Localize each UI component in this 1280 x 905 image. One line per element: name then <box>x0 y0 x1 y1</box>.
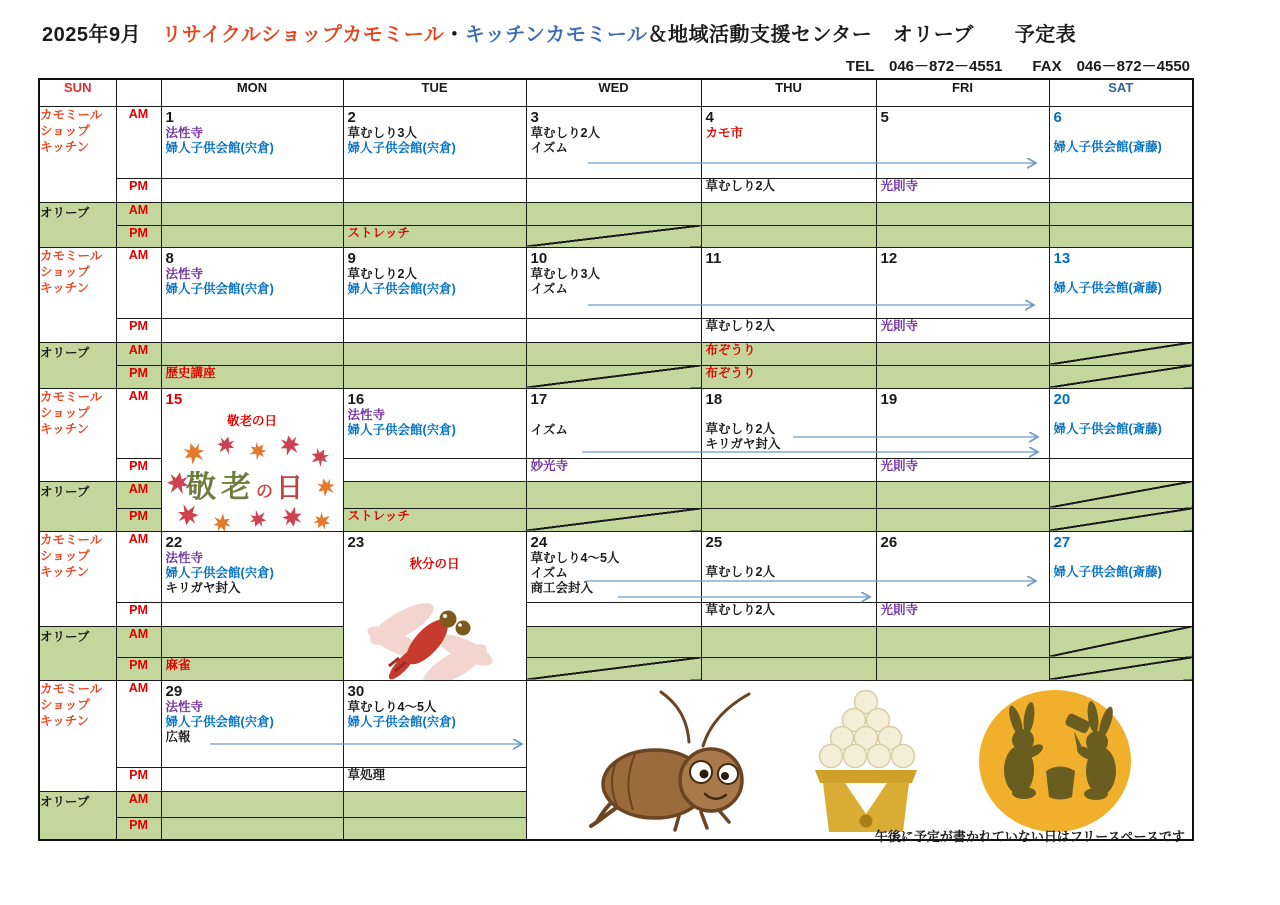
olive-cell-pm <box>526 657 701 680</box>
day-cell-pm <box>1049 178 1193 202</box>
schedule-entry: ストレッチ <box>347 508 410 523</box>
schedule-entry: 婦人子供会館(宍倉) <box>347 422 456 437</box>
header-sun: SUN <box>39 79 116 106</box>
gallery-cell <box>526 680 1193 840</box>
page-title <box>42 18 1076 47</box>
schedule-entry: カモ市 <box>705 125 744 140</box>
olive-cell-am <box>343 342 526 365</box>
svg-text:の: の <box>256 481 273 501</box>
header-fri: FRI <box>876 79 1049 106</box>
day-cell-pm <box>1049 602 1193 626</box>
schedule-entry: 草むしり4～5人 <box>530 550 620 565</box>
day-number: 24 <box>530 533 548 551</box>
day-cell-am <box>876 531 1049 602</box>
day-cell-pm <box>701 602 876 626</box>
week-4-olive-pm-row <box>39 657 1193 680</box>
schedule-entry: 法性寺 <box>165 125 204 140</box>
olive-cell-am <box>701 481 876 508</box>
ampm-label: PM <box>116 365 161 388</box>
keiro-no-hi-image <box>166 431 338 531</box>
day-number: 1 <box>165 108 174 126</box>
day-number: 2 <box>347 108 356 126</box>
day-cell-pm <box>876 602 1049 626</box>
schedule-entry: 法性寺 <box>165 550 204 565</box>
day-number: 6 <box>1053 108 1062 126</box>
day-number: 27 <box>1053 533 1071 551</box>
day-cell-pm <box>701 178 876 202</box>
day-cell-am <box>1049 531 1193 602</box>
holiday-caption: 敬老の日 <box>226 413 277 428</box>
day-cell-am <box>701 106 876 178</box>
header-wed: WED <box>526 79 701 106</box>
week-4-olive-am-row <box>39 626 1193 657</box>
header-blank <box>116 79 161 106</box>
schedule-entry: 草むしり3人 <box>347 125 417 140</box>
olive-cell-pm <box>701 225 876 247</box>
olive-cell-am <box>161 202 343 225</box>
tsukimi-dango-icon <box>809 686 925 834</box>
gallery <box>527 681 1193 839</box>
schedule-entry: 光則寺 <box>880 458 919 473</box>
title-part: キッチンカモミール <box>464 24 648 46</box>
day-cell-pm <box>876 458 1049 481</box>
olive-cell-pm <box>876 225 1049 247</box>
footnote: 午後に予定が書かれていない日はフリースペースです <box>874 829 1185 844</box>
day-number: 18 <box>705 390 723 408</box>
schedule-entry: 法性寺 <box>165 266 204 281</box>
schedule-entry: 婦人子供会館(斎藤) <box>1053 564 1162 579</box>
olive-cell-am <box>701 626 876 657</box>
week-2-olive-am-row <box>39 342 1193 365</box>
schedule-entry: 草むしり2人 <box>705 421 775 436</box>
week-1-am-row <box>39 106 1193 178</box>
day-number: 25 <box>705 533 723 551</box>
olive-cell-pm <box>161 657 343 680</box>
olive-cell-am <box>343 202 526 225</box>
row-label-chamomile: カモミール ショップ キッチン <box>39 388 116 481</box>
day-number: 11 <box>705 249 722 267</box>
svg-text:日: 日 <box>276 472 303 503</box>
schedule-entry: キリガヤ封入 <box>165 580 241 595</box>
header-row <box>39 79 1193 106</box>
holiday-cell-keiro <box>161 388 343 531</box>
row-label-olive: オリーブ <box>39 791 116 840</box>
olive-cell-am <box>1049 481 1193 508</box>
day-number: 30 <box>347 682 365 700</box>
ampm-label: PM <box>116 318 161 342</box>
schedule-entry: 婦人子供会館(宍倉) <box>165 281 274 296</box>
day-number: 4 <box>705 108 714 126</box>
day-number: 26 <box>880 533 898 551</box>
schedule-entry: 草むしり2人 <box>705 602 775 617</box>
week-5-am-row <box>39 680 1193 767</box>
title-part: ＆地域活動支援センター オリーブ 予定表 <box>647 24 1077 46</box>
day-cell-pm <box>1049 318 1193 342</box>
week-1-olive-pm-row <box>39 225 1193 247</box>
ampm-label: PM <box>116 657 161 680</box>
olive-cell-pm <box>343 508 526 531</box>
schedule-entry: 婦人子供会館(斎藤) <box>1053 139 1162 154</box>
day-cell-am <box>526 388 701 458</box>
olive-cell-am <box>876 481 1049 508</box>
day-cell-am <box>343 680 526 767</box>
schedule-entry: 婦人子供会館(斎藤) <box>1053 421 1162 436</box>
olive-cell-pm <box>161 225 343 247</box>
row-label-olive: オリーブ <box>39 202 116 247</box>
week-2-am-row <box>39 247 1193 318</box>
ampm-label: AM <box>116 531 161 602</box>
day-cell-am <box>701 388 876 458</box>
row-label-olive: オリーブ <box>39 342 116 388</box>
row-label-olive: オリーブ <box>39 626 116 680</box>
olive-cell-pm <box>161 365 343 388</box>
ampm-label: AM <box>116 481 161 508</box>
day-number: 22 <box>165 533 183 551</box>
day-cell-am <box>876 247 1049 318</box>
moon-rabbits-icon <box>974 685 1136 835</box>
title-part: ・ <box>444 24 465 46</box>
ampm-label: AM <box>116 388 161 458</box>
week-2-pm-row <box>39 318 1193 342</box>
day-cell-pm <box>526 318 701 342</box>
day-cell-pm <box>161 767 343 791</box>
title-part: 2025年9月 <box>42 24 142 46</box>
olive-cell-pm <box>1049 657 1193 680</box>
olive-cell-am <box>526 481 701 508</box>
olive-cell-pm <box>876 365 1049 388</box>
olive-cell-am <box>876 202 1049 225</box>
schedule-entry: 草むしり3人 <box>530 266 600 281</box>
day-number: 5 <box>880 108 889 126</box>
day-number: 20 <box>1053 390 1071 408</box>
schedule-entry: 婦人子供会館(宍倉) <box>165 140 274 155</box>
schedule-entry: キリガヤ封入 <box>705 436 781 451</box>
schedule-entry: 草むしり2人 <box>705 178 775 193</box>
row-label-chamomile: カモミール ショップ キッチン <box>39 680 116 791</box>
olive-cell-am <box>526 342 701 365</box>
ampm-label: PM <box>116 767 161 791</box>
day-cell-pm <box>876 318 1049 342</box>
schedule-entry: 光則寺 <box>880 318 919 333</box>
day-number: 19 <box>880 390 898 408</box>
schedule-entry: 草処理 <box>347 767 386 782</box>
header-tue: TUE <box>343 79 526 106</box>
day-cell-pm <box>876 178 1049 202</box>
day-number: 15 <box>165 390 183 408</box>
schedule-entry: 婦人子供会館(宍倉) <box>347 140 456 155</box>
row-label-chamomile: カモミール ショップ キッチン <box>39 531 116 626</box>
schedule-entry: 布ぞうり <box>705 365 756 380</box>
row-label-chamomile: カモミール ショップ キッチン <box>39 106 116 202</box>
olive-cell-pm <box>701 508 876 531</box>
day-cell-am <box>161 680 343 767</box>
day-cell-pm <box>161 318 343 342</box>
week-2-olive-pm-row <box>39 365 1193 388</box>
ampm-label: PM <box>116 602 161 626</box>
olive-cell-pm <box>1049 508 1193 531</box>
ampm-label: PM <box>116 225 161 247</box>
schedule-entry: 婦人子供会館(斎藤) <box>1053 280 1162 295</box>
day-cell-pm <box>1049 458 1193 481</box>
schedule-entry: 婦人子供会館(宍倉) <box>347 714 456 729</box>
ampm-label: AM <box>116 106 161 178</box>
schedule-entry: 婦人子供会館(宍倉) <box>165 714 274 729</box>
schedule-entry: 妙光寺 <box>530 458 569 473</box>
schedule-entry: 布ぞうり <box>705 342 756 357</box>
day-number: 29 <box>165 682 183 700</box>
day-cell-pm <box>526 178 701 202</box>
week-3-am-row <box>39 388 1193 458</box>
svg-text:老: 老 <box>221 470 251 504</box>
schedule-entry: イズム <box>530 281 568 296</box>
schedule-entry: ストレッチ <box>347 225 410 240</box>
day-cell-am <box>526 247 701 318</box>
day-number: 16 <box>347 390 365 408</box>
olive-cell-am <box>343 481 526 508</box>
olive-cell-am <box>526 202 701 225</box>
day-cell-am <box>701 531 876 602</box>
olive-cell-am <box>161 626 343 657</box>
day-cell-pm <box>161 602 343 626</box>
day-cell-pm <box>526 602 701 626</box>
olive-cell-pm <box>1049 225 1193 247</box>
olive-cell-pm <box>161 818 343 840</box>
schedule-entry: 光則寺 <box>880 602 919 617</box>
day-cell-am <box>1049 388 1193 458</box>
schedule-entry: 広報 <box>165 729 191 744</box>
schedule-entry: 麻雀 <box>165 657 191 672</box>
ampm-label: AM <box>116 247 161 318</box>
olive-cell-am <box>701 342 876 365</box>
schedule-entry: 草むしり2人 <box>705 318 775 333</box>
olive-cell-am <box>526 626 701 657</box>
olive-cell-am <box>876 626 1049 657</box>
day-cell-pm <box>343 318 526 342</box>
olive-cell-pm <box>526 508 701 531</box>
olive-cell-am <box>1049 342 1193 365</box>
olive-cell-pm <box>1049 365 1193 388</box>
day-number: 3 <box>530 108 539 126</box>
day-number: 12 <box>880 249 898 267</box>
ampm-label: AM <box>116 626 161 657</box>
olive-cell-am <box>161 342 343 365</box>
day-cell-am <box>343 388 526 458</box>
schedule-entry: 法性寺 <box>347 407 386 422</box>
day-cell-am <box>876 106 1049 178</box>
header-mon: MON <box>161 79 343 106</box>
day-cell-pm <box>161 178 343 202</box>
schedule-entry: 草むしり2人 <box>705 564 775 579</box>
header-sat: SAT <box>1049 79 1193 106</box>
schedule-entry: 草むしり2人 <box>530 125 600 140</box>
olive-cell-am <box>1049 626 1193 657</box>
schedule-entry: イズム <box>530 140 568 155</box>
olive-cell-pm <box>876 657 1049 680</box>
schedule-entry: 法性寺 <box>165 699 204 714</box>
ampm-label: AM <box>116 680 161 767</box>
olive-cell-am <box>1049 202 1193 225</box>
day-cell-am <box>526 106 701 178</box>
day-cell-pm <box>343 767 526 791</box>
ampm-label: AM <box>116 202 161 225</box>
header-thu: THU <box>701 79 876 106</box>
schedule-entry <box>527 408 701 423</box>
title-part: リサイクルショップカモミール <box>141 24 445 46</box>
dragonfly-icon <box>347 574 523 680</box>
day-cell-am <box>701 247 876 318</box>
svg-text:敬: 敬 <box>186 470 216 504</box>
week-4-am-row <box>39 531 1193 602</box>
schedule-table <box>38 78 1194 841</box>
week-1-pm-row <box>39 178 1193 202</box>
contact-line: TEL 046－872－4551 FAX 046－872－4550 <box>845 58 1190 75</box>
row-label-chamomile: カモミール ショップ キッチン <box>39 247 116 342</box>
day-cell-am <box>1049 247 1193 318</box>
day-cell-pm <box>701 318 876 342</box>
ampm-label: AM <box>116 342 161 365</box>
olive-cell-pm <box>343 818 526 840</box>
schedule-entry: イズム <box>530 565 568 580</box>
ampm-label: PM <box>116 458 161 481</box>
day-cell-pm <box>343 458 526 481</box>
day-cell-pm <box>701 458 876 481</box>
schedule-entry: 歴史講座 <box>165 365 216 380</box>
day-cell-am <box>526 531 701 602</box>
day-cell-pm <box>526 458 701 481</box>
schedule-entry: 商工会封入 <box>530 580 594 595</box>
row-label-olive: オリーブ <box>39 481 116 531</box>
day-cell-am <box>1049 106 1193 178</box>
day-cell-am <box>876 388 1049 458</box>
day-number: 9 <box>347 249 356 267</box>
ampm-label: PM <box>116 508 161 531</box>
olive-cell-pm <box>701 365 876 388</box>
olive-cell-pm <box>343 225 526 247</box>
ampm-label: AM <box>116 791 161 818</box>
holiday-cell-shubun <box>343 531 526 680</box>
day-cell-am <box>161 531 343 602</box>
schedule-entry: 光則寺 <box>880 178 919 193</box>
schedule-entry: 婦人子供会館(宍倉) <box>165 565 274 580</box>
olive-cell-pm <box>526 365 701 388</box>
schedule-entry: 草むしり4～5人 <box>347 699 437 714</box>
schedule-entry: 草むしり2人 <box>347 266 417 281</box>
olive-cell-am <box>161 791 343 818</box>
day-cell-am <box>343 106 526 178</box>
day-cell-am <box>161 247 343 318</box>
week-1-olive-am-row <box>39 202 1193 225</box>
day-number: 8 <box>165 249 174 267</box>
olive-cell-pm <box>343 365 526 388</box>
schedule-entry: イズム <box>530 422 568 437</box>
olive-cell-am <box>701 202 876 225</box>
olive-cell-am <box>343 791 526 818</box>
day-cell-pm <box>343 178 526 202</box>
day-number: 10 <box>530 249 548 267</box>
olive-cell-pm <box>526 225 701 247</box>
olive-cell-am <box>876 342 1049 365</box>
day-cell-am <box>343 247 526 318</box>
week-4-pm-row <box>39 602 1193 626</box>
ampm-label: PM <box>116 818 161 840</box>
cricket-icon <box>583 686 761 834</box>
day-cell-am <box>161 106 343 178</box>
olive-cell-pm <box>876 508 1049 531</box>
ampm-label: PM <box>116 178 161 202</box>
schedule-entry: 婦人子供会館(宍倉) <box>347 281 456 296</box>
day-number: 23 <box>347 533 365 551</box>
day-number: 13 <box>1053 249 1071 267</box>
holiday-caption: 秋分の日 <box>409 556 460 571</box>
day-number: 17 <box>530 390 548 408</box>
olive-cell-pm <box>701 657 876 680</box>
